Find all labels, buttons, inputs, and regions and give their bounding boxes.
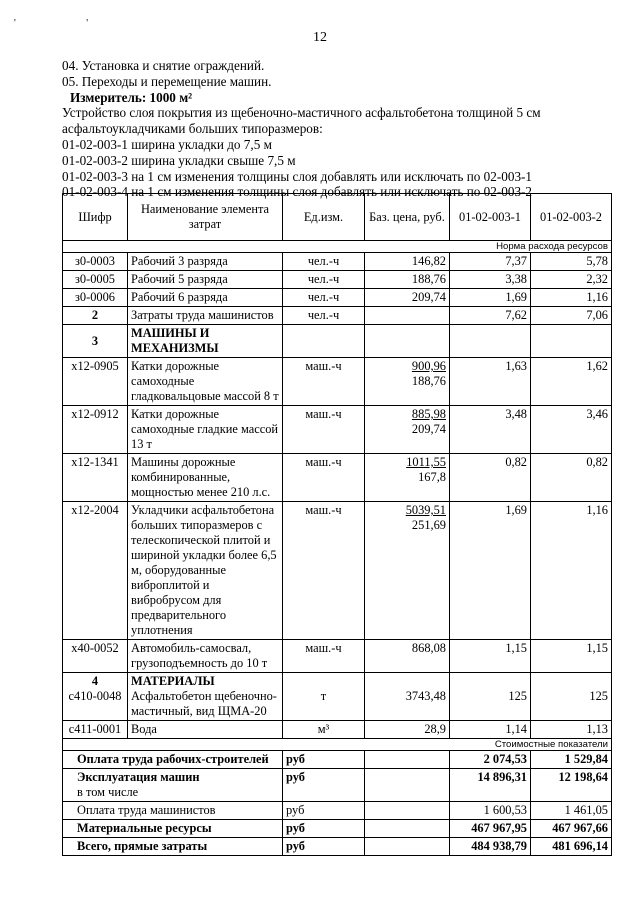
total-value: 467 967,66 [531,820,612,838]
material-name: Асфальтобетон щебеночно-мастичный, вид ЩМА-20 [131,689,277,718]
total-name: Материальные ресурсы [63,820,283,838]
header-cell: Баз. цена, руб. [365,194,450,241]
empty-cell [365,820,450,838]
total-unit: руб [283,769,365,802]
unit-cell: маш.-ч [283,502,365,640]
description-line: асфальтоукладчиками больших типоразмеров: [62,121,323,137]
name-cell: Машины дорожные комбинированные, мощностью менее 210 л.с. [128,454,283,502]
price-main: 5039,51 [405,503,446,517]
unit-cell: маш.-ч [283,406,365,454]
total-value: 1 529,84 [531,751,612,769]
header-row [63,194,612,241]
total-value: 484 938,79 [450,838,531,856]
code-cell: х40-0052 [63,640,128,673]
value-cell: 3,48 [450,406,531,454]
value-cell: 1,62 [531,358,612,406]
measure-unit: Измеритель: 1000 м² [70,89,193,105]
code-cell: з0-0006 [63,289,128,307]
value-cell: 1,16 [531,502,612,640]
value-cell: 2,32 [531,271,612,289]
total-value: 481 696,14 [531,838,612,856]
section-title: МАШИНЫ И МЕХАНИЗМЫ [128,325,283,358]
value-cell: 3,38 [450,271,531,289]
price-cell: 28,9 [365,721,450,739]
price-main: 1011,55 [406,455,446,469]
price-sub: 209,74 [411,422,446,436]
price-cell: 146,82 [365,253,450,271]
section-code-cell: 3 [63,325,128,358]
price-cell [365,454,450,502]
table-row [63,307,612,325]
total-row [63,838,612,856]
scan-specks: ' ' [14,18,123,29]
section-code-cell [63,673,128,721]
section-row [63,325,612,358]
price-cell: 209,74 [365,289,450,307]
empty-cell [365,769,450,802]
unit-cell: маш.-ч [283,454,365,502]
empty-cell [365,802,450,820]
section-label-row [63,241,612,253]
code-line: 01-02-003-4 на 1 см изменения толщины слоя добавлять или исключать по 02-003-2 [62,184,533,200]
total-label: Эксплуатация машин [77,770,200,784]
total-row [63,820,612,838]
price-main: 885,98 [411,407,446,421]
name-cell [128,673,283,721]
description-line: Устройство слоя покрытия из щебеночно-мастичного асфальтобетона толщиной 5 см [62,105,541,121]
header-cell: 01-02-003-1 [450,194,531,241]
value: 125 [508,689,527,703]
name-cell: Автомобиль-самосвал, грузоподъемность до 10 т [128,640,283,673]
table-row [63,271,612,289]
value-cell: 1,15 [450,640,531,673]
code-cell: с410-0048 [68,689,122,703]
value-cell: 1,14 [450,721,531,739]
total-row [63,769,612,802]
total-name: Оплата труда машинистов [63,802,283,820]
unit-cell [283,673,365,721]
total-value: 1 461,05 [531,802,612,820]
table-row [63,358,612,406]
price-cell [365,406,450,454]
section-number: 4 [91,674,99,688]
price-cell [365,307,450,325]
value-cell: 7,06 [531,307,612,325]
empty-cell [450,325,531,358]
total-name [63,769,283,802]
intro-line: 04. Установка и снятие ограждений. [62,58,265,73]
price-cell [365,502,450,640]
table-row [63,721,612,739]
price-cell: 188,76 [365,271,450,289]
table-row [63,640,612,673]
unit-cell: чел.-ч [283,289,365,307]
total-name: Оплата труда рабочих-строителей [63,751,283,769]
header-cell: Наименование элемента затрат [128,194,283,241]
code-line: 01-02-003-3 на 1 см изменения толщины слоя добавлять или исключать по 02-003-1 [62,168,533,184]
unit-value: т [320,689,327,703]
code-line: 01-02-003-1 ширина укладки до 7,5 м [62,136,272,152]
empty-cell [365,325,450,358]
name-cell: Затраты труда машинистов [128,307,283,325]
name-cell: Катки дорожные самоходные гладковальцовые массой 8 т [128,358,283,406]
value-cell [450,673,531,721]
price-value: 3743,48 [405,689,446,703]
name-cell: Рабочий 6 разряда [128,289,283,307]
table-row [63,502,612,640]
code-cell: с411-0001 [63,721,128,739]
value-cell: 7,62 [450,307,531,325]
price-cell [365,673,450,721]
table-row [63,454,612,502]
header-cell: Шифр [63,194,128,241]
unit-cell: чел.-ч [283,271,365,289]
total-unit: руб [283,838,365,856]
table-row [63,289,612,307]
price-sub: 188,76 [411,374,446,388]
code-cell: х12-0905 [63,358,128,406]
total-value: 12 198,64 [531,769,612,802]
value-cell: 1,16 [531,289,612,307]
section-title: МАТЕРИАЛЫ [131,674,215,688]
name-cell: Рабочий 3 разряда [128,253,283,271]
name-cell: Укладчики асфальтобетона больших типоразмеров с телескопической плитой и шириной укладки более 6,5 м, оборудованные виброплитой и вибробрусом для предварительного уплотнения [128,502,283,640]
price-sub: 167,8 [418,470,446,484]
value-cell: 1,63 [450,358,531,406]
code-cell: з0-0003 [63,253,128,271]
section-row [63,673,612,721]
price-main: 900,96 [411,359,446,373]
price-cell: 868,08 [365,640,450,673]
name-cell: Рабочий 5 разряда [128,271,283,289]
empty-cell [365,838,450,856]
total-value: 1 600,53 [450,802,531,820]
section-code-cell: 2 [63,307,128,325]
resource-table [62,193,612,856]
total-name: Всего, прямые затраты [63,838,283,856]
code-cell: х12-2004 [63,502,128,640]
total-unit: руб [283,802,365,820]
value-cell: 1,15 [531,640,612,673]
page-number: 12 [313,30,327,45]
unit-cell: маш.-ч [283,358,365,406]
price-cell [365,358,450,406]
unit-cell: чел.-ч [283,253,365,271]
header-cell: 01-02-003-2 [531,194,612,241]
section-label-row [63,739,612,751]
price-sub: 251,69 [411,518,446,532]
empty-cell [365,751,450,769]
code-line: 01-02-003-2 ширина укладки свыше 7,5 м [62,152,296,168]
name-cell: Катки дорожные самоходные гладкие массой 13 т [128,406,283,454]
value-cell: 5,78 [531,253,612,271]
unit-cell: маш.-ч [283,640,365,673]
table-row [63,406,612,454]
unit-cell: чел.-ч [283,307,365,325]
code-cell: х12-1341 [63,454,128,502]
code-cell: з0-0005 [63,271,128,289]
total-unit: руб [283,751,365,769]
value-cell: 0,82 [531,454,612,502]
value-cell: 1,69 [450,289,531,307]
total-value: 467 967,95 [450,820,531,838]
intro-block [62,58,632,200]
empty-cell [531,325,612,358]
value-cell: 0,82 [450,454,531,502]
value: 125 [589,689,608,703]
value-cell: 1,13 [531,721,612,739]
total-row [63,751,612,769]
total-unit: руб [283,820,365,838]
empty-cell [283,325,365,358]
header-cell: Ед.изм. [283,194,365,241]
unit-cell: м³ [283,721,365,739]
value-cell [531,673,612,721]
cost-label: Стоимостные показатели [63,739,612,751]
table-row [63,253,612,271]
value-cell: 3,46 [531,406,612,454]
total-value: 14 896,31 [450,769,531,802]
total-value: 2 074,53 [450,751,531,769]
name-cell: Вода [128,721,283,739]
sub-note: в том числе [77,785,139,799]
code-cell: х12-0912 [63,406,128,454]
norm-label: Норма расхода ресурсов [63,241,612,253]
total-row [63,802,612,820]
value-cell: 7,37 [450,253,531,271]
intro-line: 05. Переходы и перемещение машин. [62,73,272,89]
value-cell: 1,69 [450,502,531,640]
